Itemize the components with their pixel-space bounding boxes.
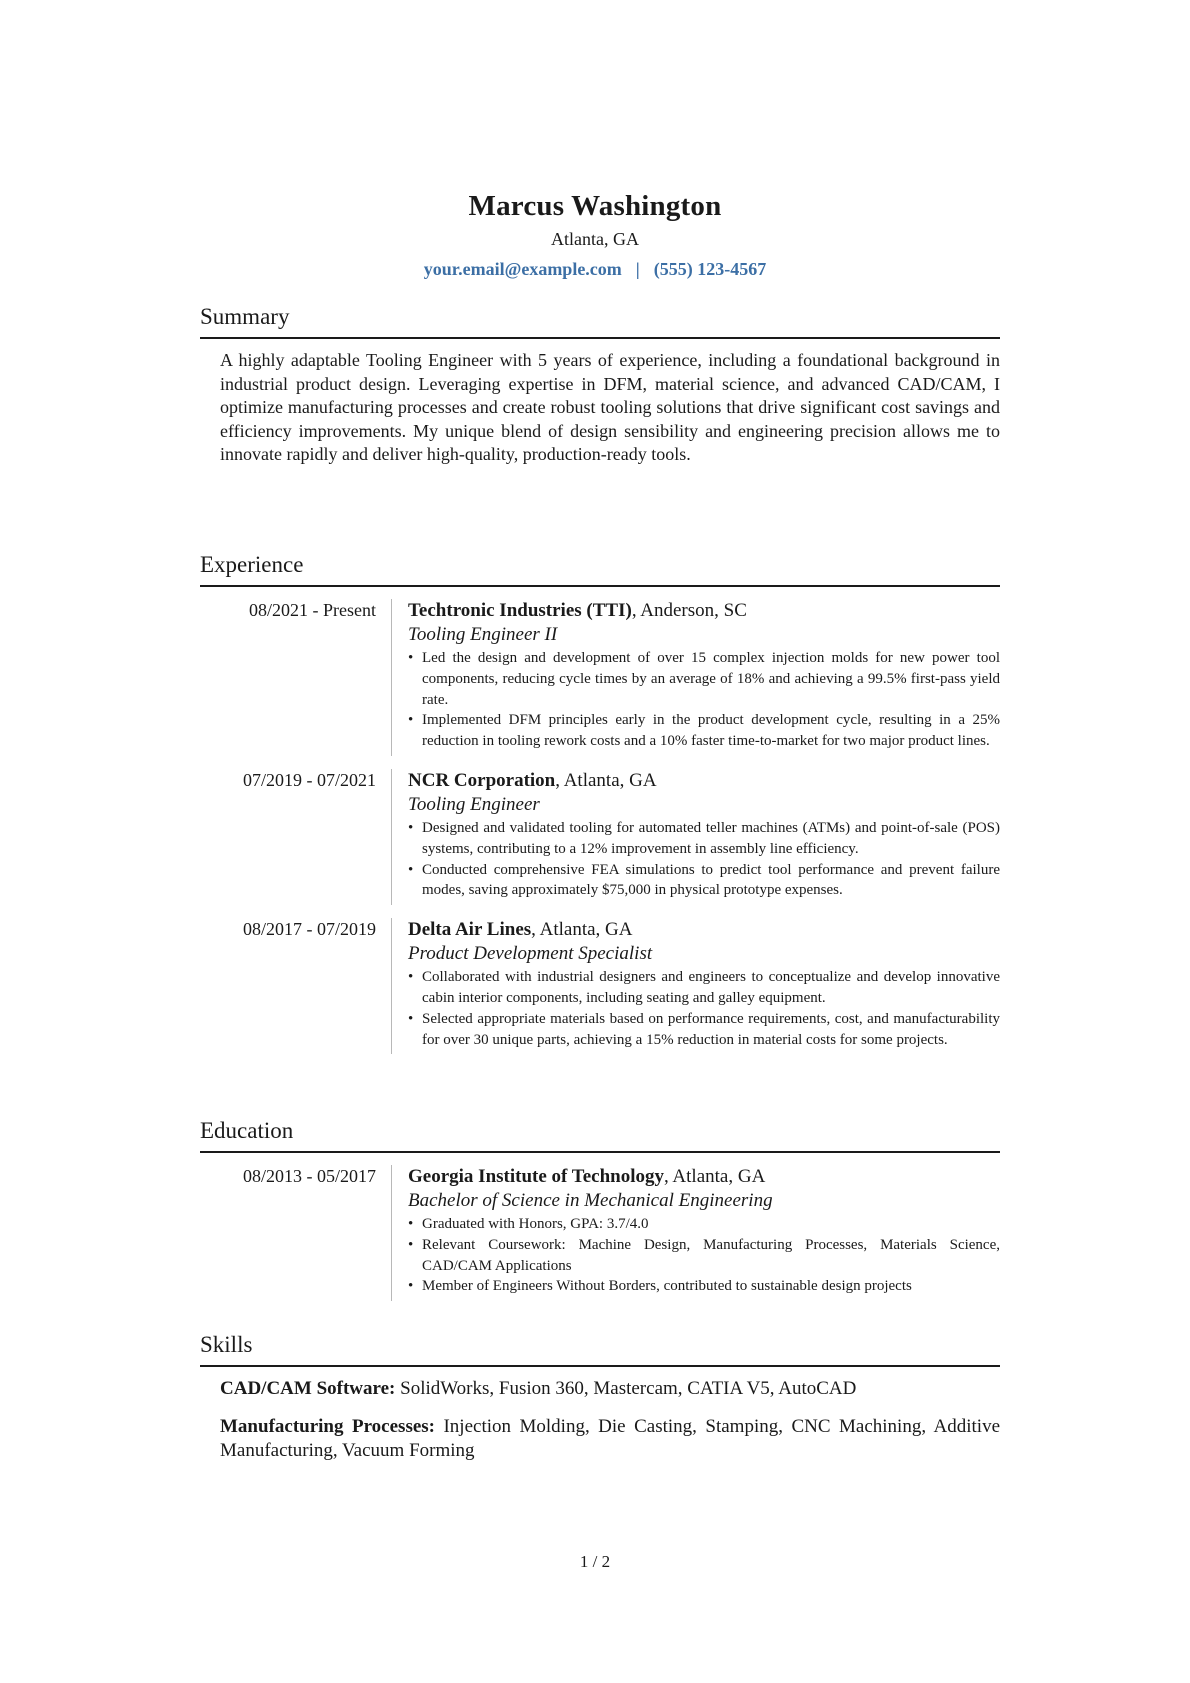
- bullet-item: [408, 967, 1000, 1009]
- education-section: [200, 1117, 1000, 1301]
- organization-location: , Anderson, SC: [631, 600, 747, 621]
- bullet-glyph: •: [408, 712, 414, 729]
- entry-date: 08/2021 - Present: [249, 600, 376, 620]
- bullet-text: Conducted comprehensive FEA simulations to predict tool performance and prevent failure modes, saving approximately $75,000 in physical prototype expenses.: [422, 861, 1000, 899]
- bullet-glyph: •: [408, 1278, 414, 1295]
- summary-section: [200, 303, 1000, 467]
- phone-link[interactable]: (555) 123-4567: [653, 259, 767, 279]
- bullet-text: Relevant Coursework: Machine Design, Manufacturing Processes, Materials Science, CAD/CAM Applications: [422, 1236, 1000, 1274]
- bullet-glyph: •: [408, 819, 414, 836]
- skill-category: Manufacturing Processes:: [220, 1416, 435, 1437]
- resume-header: [0, 188, 1190, 280]
- bullet-glyph: •: [408, 650, 414, 666]
- organization-name: Delta Air Lines: [408, 919, 532, 941]
- email-link[interactable]: your.email@example.com: [423, 259, 622, 279]
- experience-entry: [200, 599, 1000, 756]
- organization-location: , Atlanta, GA: [555, 769, 657, 791]
- entry-heading: [408, 769, 1000, 793]
- bullet-text: Collaborated with industrial designers and engineers to conceptualize and develop innovative cabin interior components, including seating and galley equipment.: [422, 969, 1000, 1006]
- skill-values: Injection Molding, Die Casting, Stamping, CNC Machining, Additive Manufacturing, Vacuum Forming: [220, 1416, 1000, 1461]
- skills-section: [200, 1331, 1000, 1463]
- entry-date: 07/2019 - 07/2021: [243, 769, 376, 790]
- contact-line: [0, 258, 1190, 280]
- skill-category: CAD/CAM Software:: [220, 1378, 396, 1399]
- experience-entry: [200, 769, 1000, 905]
- organization-location: , Atlanta, GA: [663, 1166, 766, 1187]
- section-divider: [200, 1151, 1000, 1153]
- organization-name: Georgia Institute of Technology: [408, 1166, 664, 1187]
- bullet-text: Selected appropriate materials based on performance requirements, cost, and manufacturability for over 30 unique parts, achieving a 15% reduction in material costs for some projects.: [422, 1010, 1000, 1048]
- bullet-glyph: •: [408, 1216, 414, 1232]
- bullet-glyph: •: [408, 1010, 414, 1027]
- bullet-item: [408, 1235, 1000, 1277]
- summary-text: A highly adaptable Tooling Engineer with 5 years of experience, including a foundational background in industrial product design. Leveraging expertise in DFM, material science, and advanced CAD/CAM, I optimize manufacturing processes and create robust tooling solutions that drive significant cost savings and efficiency improvements. My unique blend of design sensibility and engineering precision allows me to innovate rapidly and deliver high-quality, production-ready tools.: [220, 350, 1000, 464]
- skill-row: [220, 1377, 1000, 1401]
- entry-role: Bachelor of Science in Mechanical Engineering: [408, 1190, 773, 1211]
- experience-section: [200, 551, 1000, 1054]
- entry-date: 08/2017 - 07/2019: [243, 919, 376, 940]
- experience-entry: [200, 918, 1000, 1054]
- section-divider: [200, 337, 1000, 339]
- skill-values: SolidWorks, Fusion 360, Mastercam, CATIA V5, AutoCAD: [395, 1378, 857, 1399]
- entry-body: [391, 1165, 1000, 1301]
- education-entry: [200, 1165, 1000, 1301]
- page-number: 1 / 2: [579, 1552, 611, 1571]
- entry-date: 08/2013 - 05/2017: [243, 1166, 376, 1186]
- section-divider: [200, 585, 1000, 587]
- bullet-text: Graduated with Honors, GPA: 3.7/4.0: [422, 1216, 649, 1232]
- bullet-glyph: •: [408, 969, 414, 986]
- entry-body: [391, 918, 1000, 1054]
- organization-name: Techtronic Industries (TTI): [408, 600, 632, 621]
- entry-role: Tooling Engineer II: [408, 624, 558, 645]
- bullet-text: Implemented DFM principles early in the product development cycle, resulting in a 25% reduction in tooling rework costs and a 10% faster time-to-market for two major product lines.: [422, 712, 1000, 750]
- skills-list: [200, 1377, 1000, 1463]
- bullet-item: [408, 1276, 1000, 1297]
- bullet-item: [408, 1214, 1000, 1235]
- bullet-glyph: •: [408, 861, 414, 878]
- entry-heading: [408, 1165, 1000, 1189]
- organization-name: NCR Corporation: [408, 769, 556, 791]
- skill-row: [220, 1415, 1000, 1463]
- bullet-item: [408, 818, 1000, 860]
- organization-location: , Atlanta, GA: [531, 919, 633, 941]
- education-list: [200, 1165, 1000, 1301]
- bullet-text: Designed and validated tooling for automated teller machines (ATMs) and point-of-sale (POS) systems, contributing to a 12% improvement in assembly line efficiency.: [422, 819, 1000, 857]
- candidate-location: Atlanta, GA: [551, 229, 639, 249]
- bullet-glyph: •: [408, 1236, 414, 1253]
- section-title-skills: Skills: [200, 1332, 253, 1357]
- entry-role: Product Development Specialist: [408, 943, 653, 965]
- entry-body: [391, 769, 1000, 905]
- entry-heading: [408, 599, 1000, 623]
- bullet-item: [408, 860, 1000, 902]
- bullet-list: [408, 818, 1000, 901]
- entry-heading: [408, 918, 1000, 942]
- bullet-text: Led the design and development of over 15 complex injection molds for new power tool components, reducing cycle times by an average of 18% and achieving a 99.5% first-pass yield rate.: [422, 650, 1000, 708]
- candidate-name: Marcus Washington: [468, 190, 722, 222]
- section-divider: [200, 1365, 1000, 1367]
- experience-list: [200, 599, 1000, 1054]
- bullet-text: Member of Engineers Without Borders, contributed to sustainable design projects: [422, 1278, 912, 1295]
- bullet-list: [408, 1214, 1000, 1297]
- section-title-summary: Summary: [200, 304, 290, 329]
- contact-separator: |: [635, 259, 640, 279]
- section-title-experience: Experience: [200, 552, 304, 577]
- bullet-list: [408, 648, 1000, 752]
- bullet-item: [408, 710, 1000, 752]
- bullet-item: [408, 648, 1000, 710]
- entry-body: [391, 599, 1000, 756]
- bullet-list: [408, 967, 1000, 1050]
- section-title-education: Education: [200, 1118, 294, 1143]
- entry-role: Tooling Engineer: [408, 793, 540, 815]
- bullet-item: [408, 1009, 1000, 1051]
